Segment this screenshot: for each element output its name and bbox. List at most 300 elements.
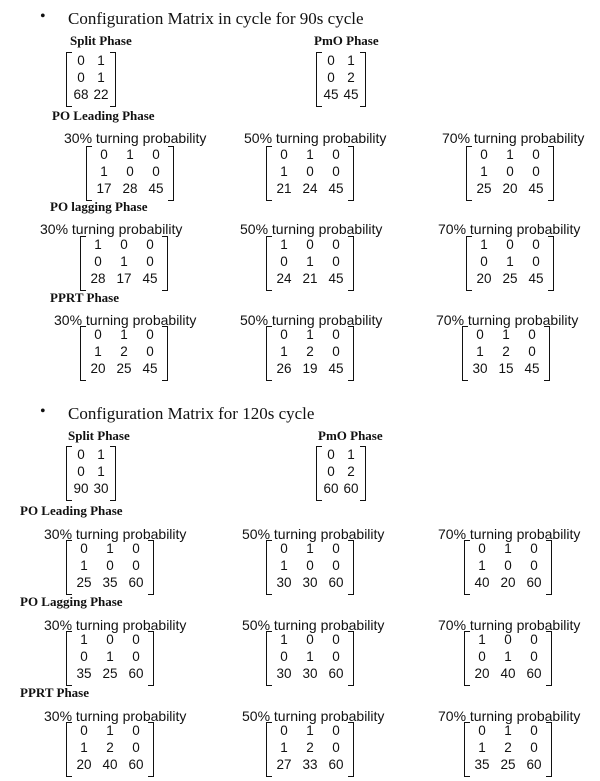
matrix-row <box>66 446 116 463</box>
left-bracket <box>66 52 72 107</box>
matrix-cell: 20 <box>76 757 92 772</box>
matrix-cell: 1 <box>502 327 510 342</box>
probability-label: 50% turning probability <box>242 526 385 542</box>
right-bracket <box>544 326 550 381</box>
matrix-pmo <box>316 446 366 499</box>
matrix-cell: 20 <box>474 666 490 681</box>
matrix-cell: 0 <box>332 147 340 162</box>
matrix-cell: 1 <box>306 541 314 556</box>
matrix-po-leading-70 <box>466 146 554 199</box>
right-bracket <box>110 52 116 107</box>
matrix-cell: 0 <box>152 147 160 162</box>
left-bracket <box>466 146 472 201</box>
matrix-cell: 25 <box>76 575 92 590</box>
matrix-pprt-30 <box>80 326 168 379</box>
matrix-row <box>80 360 168 377</box>
matrix-row <box>66 574 154 591</box>
matrix-cell: 0 <box>80 723 88 738</box>
matrix-cell: 0 <box>332 254 340 269</box>
matrix-cell: 21 <box>276 181 292 196</box>
matrix-row <box>316 69 366 86</box>
matrix-row <box>466 236 554 253</box>
matrix-row <box>266 557 354 574</box>
probability-label: 50% turning probability <box>242 617 385 633</box>
matrix-cell: 40 <box>500 666 516 681</box>
matrix-cell: 0 <box>280 147 288 162</box>
left-bracket <box>266 146 272 201</box>
matrix-row <box>80 253 168 270</box>
matrix-cell: 1 <box>97 70 105 85</box>
matrix-cell: 0 <box>480 147 488 162</box>
matrix-cell: 45 <box>142 271 158 286</box>
matrix-cell: 0 <box>280 254 288 269</box>
matrix-cell: 0 <box>332 632 340 647</box>
matrix-cell: 45 <box>328 271 344 286</box>
matrix-cell: 0 <box>77 464 85 479</box>
matrix-cell: 0 <box>332 740 340 755</box>
probability-label: 70% turning probability <box>438 708 581 724</box>
matrix-row <box>80 343 168 360</box>
matrix-cell: 17 <box>96 181 112 196</box>
matrix-cell: 2 <box>502 344 510 359</box>
matrix-cell: 0 <box>306 632 314 647</box>
left-bracket <box>66 722 72 777</box>
left-bracket <box>266 236 272 291</box>
matrix-row <box>466 180 554 197</box>
matrix-cell: 0 <box>532 254 540 269</box>
matrix-cell: 0 <box>280 541 288 556</box>
matrix-row <box>266 665 354 682</box>
matrix-cell: 33 <box>302 757 318 772</box>
right-bracket <box>348 722 354 777</box>
matrix-cell: 1 <box>478 740 486 755</box>
matrix-row <box>316 480 366 497</box>
matrix-cell: 35 <box>76 666 92 681</box>
matrix-cell: 0 <box>332 723 340 738</box>
matrix-row <box>266 540 354 557</box>
matrix-row <box>462 326 550 343</box>
matrix-pmo <box>316 52 366 105</box>
matrix-cell: 60 <box>328 666 344 681</box>
matrix-cell: 0 <box>94 327 102 342</box>
matrix-cell: 0 <box>478 723 486 738</box>
matrix-cell: 1 <box>106 723 114 738</box>
right-bracket <box>348 146 354 201</box>
matrix-row <box>66 86 116 103</box>
right-bracket <box>348 631 354 686</box>
matrix-cell: 1 <box>306 254 314 269</box>
matrix-cell: 1 <box>100 164 108 179</box>
matrix-row <box>464 557 552 574</box>
matrix-cell: 0 <box>146 254 154 269</box>
matrix-cell: 0 <box>146 237 154 252</box>
matrix-cell: 40 <box>474 575 490 590</box>
matrix-cell: 0 <box>106 558 114 573</box>
matrix-cell: 0 <box>530 541 538 556</box>
matrix-cell: 1 <box>120 254 128 269</box>
left-bracket <box>462 326 468 381</box>
matrix-row <box>266 163 354 180</box>
matrix-cell: 1 <box>280 558 288 573</box>
matrix-cell: 1 <box>280 740 288 755</box>
matrix-cell: 0 <box>332 344 340 359</box>
right-bracket <box>148 722 154 777</box>
matrix-row <box>266 756 354 773</box>
matrix-cell: 20 <box>502 181 518 196</box>
matrix-row <box>466 270 554 287</box>
matrix-cell: 60 <box>343 481 359 496</box>
matrix-cell: 1 <box>80 558 88 573</box>
matrix-po-lagging-30 <box>80 236 168 289</box>
matrix-cell: 0 <box>528 344 536 359</box>
matrix-cell: 0 <box>506 164 514 179</box>
matrix-cell: 35 <box>474 757 490 772</box>
matrix-cell: 0 <box>506 237 514 252</box>
matrix-row <box>86 146 174 163</box>
matrix-cell: 15 <box>498 361 514 376</box>
phase-label-split: Split Phase <box>70 33 132 48</box>
matrix-cell: 0 <box>77 70 85 85</box>
matrix-cell: 0 <box>504 558 512 573</box>
section-title: Configuration Matrix in cycle for 90s cycle <box>68 9 364 28</box>
matrix-cell: 0 <box>476 327 484 342</box>
phase-label-pprt: PPRT Phase <box>20 685 89 700</box>
matrix-cell: 0 <box>77 447 85 462</box>
right-bracket <box>148 631 154 686</box>
matrix-cell: 1 <box>504 723 512 738</box>
matrix-cell: 1 <box>478 558 486 573</box>
matrix-row <box>66 756 154 773</box>
right-bracket <box>162 326 168 381</box>
matrix-cell: 0 <box>306 237 314 252</box>
matrix-po-leading-30 <box>86 146 174 199</box>
probability-label: 30% turning probability <box>44 617 187 633</box>
probability-label: 50% turning probability <box>244 130 387 146</box>
matrix-row <box>66 557 154 574</box>
matrix-row <box>66 480 116 497</box>
probability-label: 50% turning probability <box>240 312 383 328</box>
matrix-cell: 0 <box>530 632 538 647</box>
matrix-row <box>266 326 354 343</box>
matrix-cell: 1 <box>97 447 105 462</box>
phase-label-pprt: PPRT Phase <box>50 290 119 305</box>
matrix-cell: 0 <box>146 327 154 342</box>
matrix-row <box>80 326 168 343</box>
matrix-cell: 0 <box>327 53 335 68</box>
left-bracket <box>464 631 470 686</box>
matrix-cell: 45 <box>328 181 344 196</box>
matrix-pprt-70 <box>464 722 552 775</box>
matrix-cell: 28 <box>90 271 106 286</box>
left-bracket <box>80 236 86 291</box>
matrix-cell: 1 <box>280 344 288 359</box>
phase-label-po-leading: PO Leading Phase <box>52 108 155 123</box>
matrix-cell: 0 <box>106 632 114 647</box>
left-bracket <box>80 326 86 381</box>
matrix-cell: 40 <box>102 757 118 772</box>
matrix-cell: 60 <box>328 757 344 772</box>
matrix-cell: 0 <box>280 723 288 738</box>
matrix-cell: 25 <box>500 757 516 772</box>
matrix-cell: 0 <box>327 447 335 462</box>
matrix-row <box>466 253 554 270</box>
matrix-cell: 25 <box>102 666 118 681</box>
matrix-cell: 27 <box>276 757 292 772</box>
section-heading-90s <box>40 8 364 29</box>
probability-label: 50% turning probability <box>242 708 385 724</box>
matrix-cell: 20 <box>500 575 516 590</box>
matrix-po-leading-70 <box>464 540 552 593</box>
matrix-row <box>462 343 550 360</box>
matrix-row <box>66 722 154 739</box>
matrix-po-leading-50 <box>266 146 354 199</box>
matrix-cell: 90 <box>73 481 89 496</box>
probability-label: 70% turning probability <box>442 130 585 146</box>
matrix-cell: 0 <box>332 541 340 556</box>
probability-label: 30% turning probability <box>54 312 197 328</box>
matrix-cell: 20 <box>90 361 106 376</box>
matrix-cell: 0 <box>132 723 140 738</box>
probability-label: 70% turning probability <box>438 221 581 237</box>
matrix-cell: 0 <box>132 632 140 647</box>
left-bracket <box>266 722 272 777</box>
matrix-row <box>80 236 168 253</box>
matrix-cell: 0 <box>480 254 488 269</box>
right-bracket <box>546 631 552 686</box>
right-bracket <box>360 446 366 501</box>
matrix-cell: 1 <box>280 164 288 179</box>
left-bracket <box>66 446 72 501</box>
matrix-row <box>464 722 552 739</box>
matrix-cell: 25 <box>502 271 518 286</box>
matrix-po-lagging-70 <box>466 236 554 289</box>
left-bracket <box>66 631 72 686</box>
matrix-cell: 1 <box>80 632 88 647</box>
matrix-po-leading-50 <box>266 540 354 593</box>
matrix-cell: 45 <box>148 181 164 196</box>
matrix-split <box>66 446 116 499</box>
matrix-row <box>466 146 554 163</box>
matrix-row <box>66 665 154 682</box>
matrix-cell: 2 <box>504 740 512 755</box>
matrix-cell: 1 <box>480 237 488 252</box>
matrix-cell: 1 <box>506 147 514 162</box>
matrix-cell: 1 <box>347 447 355 462</box>
matrix-cell: 1 <box>347 53 355 68</box>
bullet-icon: • <box>40 8 46 25</box>
matrix-row <box>266 270 354 287</box>
matrix-cell: 1 <box>97 53 105 68</box>
matrix-split <box>66 52 116 105</box>
matrix-cell: 45 <box>323 87 339 102</box>
matrix-cell: 45 <box>528 271 544 286</box>
probability-label: 30% turning probability <box>64 130 207 146</box>
matrix-row <box>66 463 116 480</box>
matrix-cell: 30 <box>302 666 318 681</box>
matrix-row <box>266 722 354 739</box>
matrix-cell: 0 <box>306 164 314 179</box>
matrix-cell: 0 <box>100 147 108 162</box>
matrix-cell: 1 <box>504 541 512 556</box>
matrix-row <box>80 270 168 287</box>
matrix-cell: 1 <box>504 649 512 664</box>
matrix-cell: 0 <box>120 237 128 252</box>
left-bracket <box>86 146 92 201</box>
matrix-cell: 22 <box>93 87 109 102</box>
matrix-row <box>266 739 354 756</box>
matrix-cell: 1 <box>97 464 105 479</box>
phase-label-pmo: PmO Phase <box>314 33 379 48</box>
matrix-cell: 45 <box>142 361 158 376</box>
matrix-row <box>86 180 174 197</box>
matrix-row <box>464 648 552 665</box>
matrix-cell: 45 <box>524 361 540 376</box>
phase-label-po-lagging: PO Lagging Phase <box>20 594 123 609</box>
matrix-cell: 30 <box>276 666 292 681</box>
matrix-row <box>266 648 354 665</box>
matrix-cell: 1 <box>306 649 314 664</box>
matrix-cell: 2 <box>347 464 355 479</box>
matrix-cell: 1 <box>306 327 314 342</box>
matrix-cell: 0 <box>530 649 538 664</box>
matrix-row <box>464 574 552 591</box>
matrix-cell: 0 <box>327 70 335 85</box>
matrix-cell: 0 <box>332 558 340 573</box>
matrix-po-lagging-50 <box>266 236 354 289</box>
matrix-po-lagging-30 <box>66 631 154 684</box>
section-title: Configuration Matrix for 120s cycle <box>68 404 315 423</box>
matrix-cell: 0 <box>327 464 335 479</box>
matrix-row <box>266 360 354 377</box>
matrix-cell: 0 <box>530 740 538 755</box>
matrix-cell: 0 <box>478 541 486 556</box>
matrix-cell: 0 <box>478 649 486 664</box>
right-bracket <box>348 236 354 291</box>
matrix-row <box>316 52 366 69</box>
matrix-row <box>464 665 552 682</box>
right-bracket <box>546 540 552 595</box>
matrix-cell: 24 <box>276 271 292 286</box>
left-bracket <box>316 52 322 107</box>
matrix-pprt-50 <box>266 722 354 775</box>
matrix-cell: 0 <box>132 541 140 556</box>
matrix-cell: 60 <box>323 481 339 496</box>
matrix-cell: 0 <box>152 164 160 179</box>
matrix-cell: 1 <box>480 164 488 179</box>
matrix-cell: 0 <box>80 541 88 556</box>
matrix-cell: 1 <box>280 237 288 252</box>
matrix-cell: 1 <box>94 344 102 359</box>
matrix-row <box>316 446 366 463</box>
matrix-cell: 0 <box>280 649 288 664</box>
matrix-cell: 1 <box>120 327 128 342</box>
matrix-cell: 0 <box>332 237 340 252</box>
matrix-cell: 0 <box>126 164 134 179</box>
matrix-row <box>66 52 116 69</box>
matrix-cell: 2 <box>106 740 114 755</box>
matrix-cell: 0 <box>332 164 340 179</box>
bullet-icon: • <box>40 403 46 420</box>
right-bracket <box>548 146 554 201</box>
matrix-cell: 0 <box>332 649 340 664</box>
right-bracket <box>348 540 354 595</box>
matrix-row <box>66 540 154 557</box>
matrix-cell: 2 <box>347 70 355 85</box>
phase-label-po-leading: PO Leading Phase <box>20 503 123 518</box>
matrix-cell: 68 <box>73 87 89 102</box>
matrix-row <box>464 540 552 557</box>
matrix-cell: 20 <box>476 271 492 286</box>
left-bracket <box>316 446 322 501</box>
phase-label-pmo: PmO Phase <box>318 428 383 443</box>
matrix-row <box>266 236 354 253</box>
matrix-cell: 0 <box>528 327 536 342</box>
matrix-cell: 0 <box>306 558 314 573</box>
matrix-cell: 0 <box>132 558 140 573</box>
matrix-row <box>66 648 154 665</box>
matrix-cell: 19 <box>302 361 318 376</box>
left-bracket <box>464 540 470 595</box>
matrix-cell: 1 <box>80 740 88 755</box>
matrix-cell: 0 <box>77 53 85 68</box>
right-bracket <box>348 326 354 381</box>
matrix-cell: 1 <box>476 344 484 359</box>
probability-label: 70% turning probability <box>438 617 581 633</box>
matrix-cell: 0 <box>504 632 512 647</box>
matrix-row <box>316 86 366 103</box>
matrix-row <box>466 163 554 180</box>
matrix-cell: 60 <box>526 666 542 681</box>
matrix-cell: 60 <box>128 666 144 681</box>
right-bracket <box>148 540 154 595</box>
left-bracket <box>466 236 472 291</box>
matrix-row <box>462 360 550 377</box>
matrix-po-lagging-70 <box>464 631 552 684</box>
left-bracket <box>266 326 272 381</box>
matrix-row <box>86 163 174 180</box>
matrix-cell: 1 <box>94 237 102 252</box>
probability-label: 50% turning probability <box>240 221 383 237</box>
matrix-row <box>266 574 354 591</box>
matrix-cell: 60 <box>526 575 542 590</box>
matrix-cell: 30 <box>93 481 109 496</box>
matrix-cell: 1 <box>106 649 114 664</box>
probability-label: 70% turning probability <box>436 312 579 328</box>
matrix-cell: 0 <box>280 327 288 342</box>
matrix-cell: 0 <box>532 164 540 179</box>
matrix-cell: 1 <box>478 632 486 647</box>
probability-label: 30% turning probability <box>44 708 187 724</box>
matrix-row <box>266 343 354 360</box>
matrix-cell: 30 <box>276 575 292 590</box>
matrix-cell: 0 <box>132 740 140 755</box>
matrix-cell: 0 <box>532 237 540 252</box>
matrix-cell: 0 <box>146 344 154 359</box>
matrix-row <box>266 631 354 648</box>
matrix-cell: 45 <box>528 181 544 196</box>
matrix-row <box>266 146 354 163</box>
matrix-cell: 60 <box>128 757 144 772</box>
matrix-cell: 60 <box>128 575 144 590</box>
matrix-cell: 25 <box>476 181 492 196</box>
matrix-cell: 30 <box>472 361 488 376</box>
matrix-pprt-70 <box>462 326 550 379</box>
matrix-row <box>464 739 552 756</box>
matrix-cell: 60 <box>328 575 344 590</box>
matrix-cell: 2 <box>306 344 314 359</box>
matrix-cell: 0 <box>132 649 140 664</box>
left-bracket <box>266 631 272 686</box>
